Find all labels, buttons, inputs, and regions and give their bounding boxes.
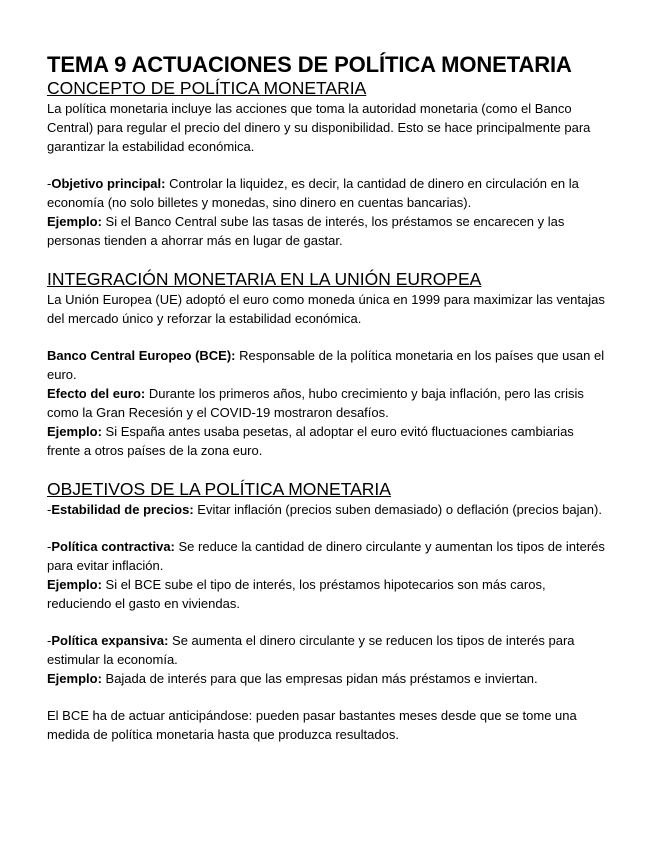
paragraph-integracion-intro: La Unión Europea (UE) adoptó el euro como moneda única en 1999 para maximizar las ventajas del mercado único y reforzar la estabilidad económica.: [47, 292, 605, 326]
spacer: [47, 156, 607, 174]
spacer: [47, 688, 607, 706]
text-ejemplo-expansiva: Bajada de interés para que las empresas pidan más préstamos e inviertan.: [101, 671, 538, 686]
paragraph-ejemplo-concepto: [47, 212, 607, 250]
paragraph-politica-contractiva: [47, 537, 607, 575]
section-heading-objetivos: OBJETIVOS DE LA POLÍTICA MONETARIA: [47, 479, 391, 499]
text-estabilidad-precios: Evitar inflación (precios suben demasiado) o deflación (precios bajan).: [193, 502, 602, 517]
text-efecto-euro: Durante los primeros años, hubo crecimiento y baja inflación, pero las crisis como la Gran Recesión y el COVID-19 mostraron desafíos.: [47, 386, 584, 420]
paragraph-ejemplo-expansiva: [47, 669, 607, 688]
spacer: [47, 328, 607, 346]
list-dash: -: [47, 539, 52, 554]
label-ejemplo: Ejemplo:: [47, 214, 102, 229]
paragraph-estabilidad-precios: [47, 500, 607, 519]
paragraph-closing: El BCE ha de actuar anticipándose: pueden pasar bastantes meses desde que se tome una medida de política monetaria hasta que produzca resultados.: [47, 708, 577, 742]
paragraph-ejemplo-contractiva: [47, 575, 607, 613]
text-politica-expansiva: Se aumenta el dinero circulante y se reducen los tipos de interés para estimular la economía.: [47, 633, 575, 667]
list-dash: -: [47, 502, 52, 517]
spacer: [47, 613, 607, 631]
paragraph-ejemplo-integracion: [47, 422, 607, 460]
label-politica-contractiva: Política contractiva:: [51, 539, 175, 554]
document-title: TEMA 9 ACTUACIONES DE POLÍTICA MONETARIA: [47, 52, 572, 77]
text-ejemplo-contractiva: Si el BCE sube el tipo de interés, los préstamos hipotecarios son más caros, reduciendo el gasto en viviendas.: [47, 577, 546, 611]
paragraph-efecto-euro: [47, 384, 607, 422]
spacer: [47, 519, 607, 537]
list-dash: -: [47, 176, 52, 191]
label-objetivo-principal: Objetivo principal:: [51, 176, 166, 191]
label-ejemplo: Ejemplo:: [47, 424, 102, 439]
paragraph-objetivo-principal: [47, 174, 607, 212]
text-objetivo-principal: Controlar la liquidez, es decir, la cantidad de dinero en circulación en la economía (no solo billetes y monedas, sino dinero en cuentas bancarias).: [47, 176, 579, 210]
label-ejemplo: Ejemplo:: [47, 671, 102, 686]
text-ejemplo-integracion: Si España antes usaba pesetas, al adoptar el euro evitó fluctuaciones cambiarias frente a otros países de la zona euro.: [47, 424, 574, 458]
label-bce: Banco Central Europeo (BCE):: [47, 348, 236, 363]
spacer: [47, 460, 607, 479]
text-ejemplo-concepto: Si el Banco Central sube las tasas de interés, los préstamos se encarecen y las personas tienden a ahorrar más en lugar de gastar.: [47, 214, 565, 248]
paragraph-politica-expansiva: [47, 631, 607, 669]
document-page: [47, 52, 607, 744]
section-heading-concepto: CONCEPTO DE POLÍTICA MONETARIA: [47, 78, 367, 98]
label-efecto-euro: Efecto del euro:: [47, 386, 146, 401]
text-bce: Responsable de la política monetaria en los países que usan el euro.: [47, 348, 605, 382]
label-ejemplo: Ejemplo:: [47, 577, 102, 592]
paragraph-bce: [47, 346, 607, 384]
label-estabilidad-precios: Estabilidad de precios:: [51, 502, 194, 517]
paragraph-concepto-intro: La política monetaria incluye las acciones que toma la autoridad monetaria (como el Banco Central) para regular el precio del dinero y su disponibilidad. Esto se hace principalmente para garantizar la estabilidad económica.: [47, 101, 591, 154]
text-politica-contractiva: Se reduce la cantidad de dinero circulante y aumentan los tipos de interés para evitar inflación.: [47, 539, 605, 573]
section-heading-integracion: INTEGRACIÓN MONETARIA EN LA UNIÓN EUROPEA: [47, 269, 482, 289]
list-dash: -: [47, 633, 52, 648]
spacer: [47, 250, 607, 269]
label-politica-expansiva: Política expansiva:: [51, 633, 169, 648]
